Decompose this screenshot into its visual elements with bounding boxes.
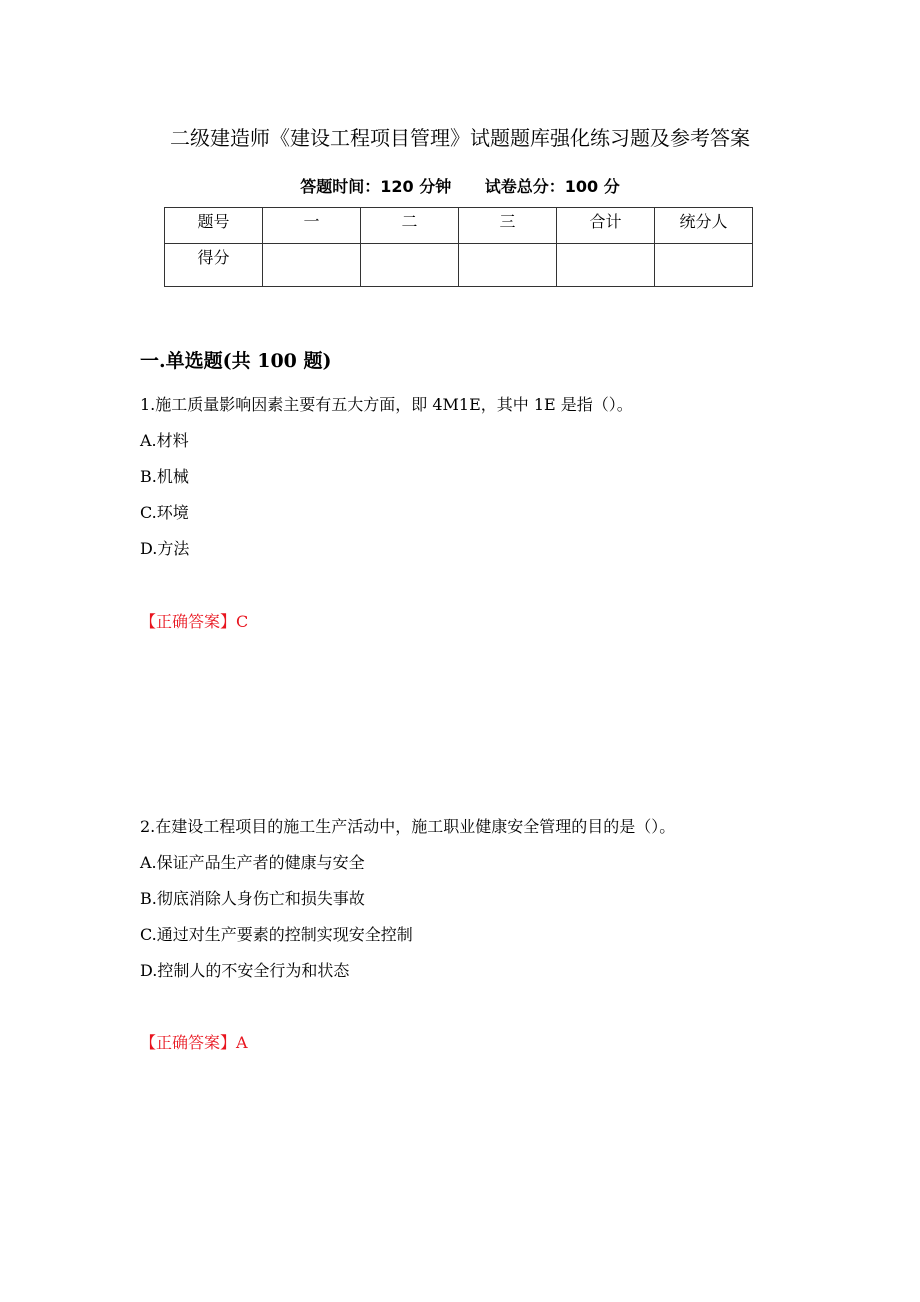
- question-option: D.控制人的不安全行为和状态: [140, 961, 350, 980]
- correct-answer: 【正确答案】A: [140, 1033, 248, 1052]
- document-title: 二级建造师《建设工程项目管理》试题题库强化练习题及参考答案: [170, 126, 750, 150]
- score-table-score-row: [165, 244, 753, 287]
- header-cell: 题号: [165, 208, 263, 244]
- correct-answer: 【正确答案】C: [140, 612, 249, 631]
- question-option: A.保证产品生产者的健康与安全: [140, 853, 365, 872]
- score-cell: [655, 244, 753, 287]
- score-cell: [263, 244, 361, 287]
- exam-info: [0, 174, 920, 197]
- header-cell: 合计: [557, 208, 655, 244]
- question-stem: 1.施工质量影响因素主要有五大方面，即 4M1E，其中 1E 是指（）。: [140, 395, 633, 414]
- question-option: B.机械: [140, 467, 189, 486]
- question-stem: 2.在建设工程项目的施工生产活动中，施工职业健康安全管理的目的是（）。: [140, 817, 676, 836]
- section-heading: 一.单选题(共 100 题): [140, 350, 332, 372]
- score-table: [164, 207, 753, 287]
- question-option: C.通过对生产要素的控制实现安全控制: [140, 925, 413, 944]
- question-option: D.方法: [140, 539, 190, 558]
- header-cell: 一: [263, 208, 361, 244]
- question-option: C.环境: [140, 503, 189, 522]
- exam-total-score: 试卷总分：100 分: [484, 177, 620, 196]
- score-cell: [459, 244, 557, 287]
- exam-time: 答题时间：120 分钟: [300, 177, 452, 196]
- header-cell: 二: [361, 208, 459, 244]
- score-cell: [361, 244, 459, 287]
- question-option: A.材料: [140, 431, 189, 450]
- header-cell: 三: [459, 208, 557, 244]
- score-table-header-row: [165, 208, 753, 244]
- score-cell: 得分: [165, 244, 263, 287]
- question-option: B.彻底消除人身伤亡和损失事故: [140, 889, 365, 908]
- header-cell: 统分人: [655, 208, 753, 244]
- score-cell: [557, 244, 655, 287]
